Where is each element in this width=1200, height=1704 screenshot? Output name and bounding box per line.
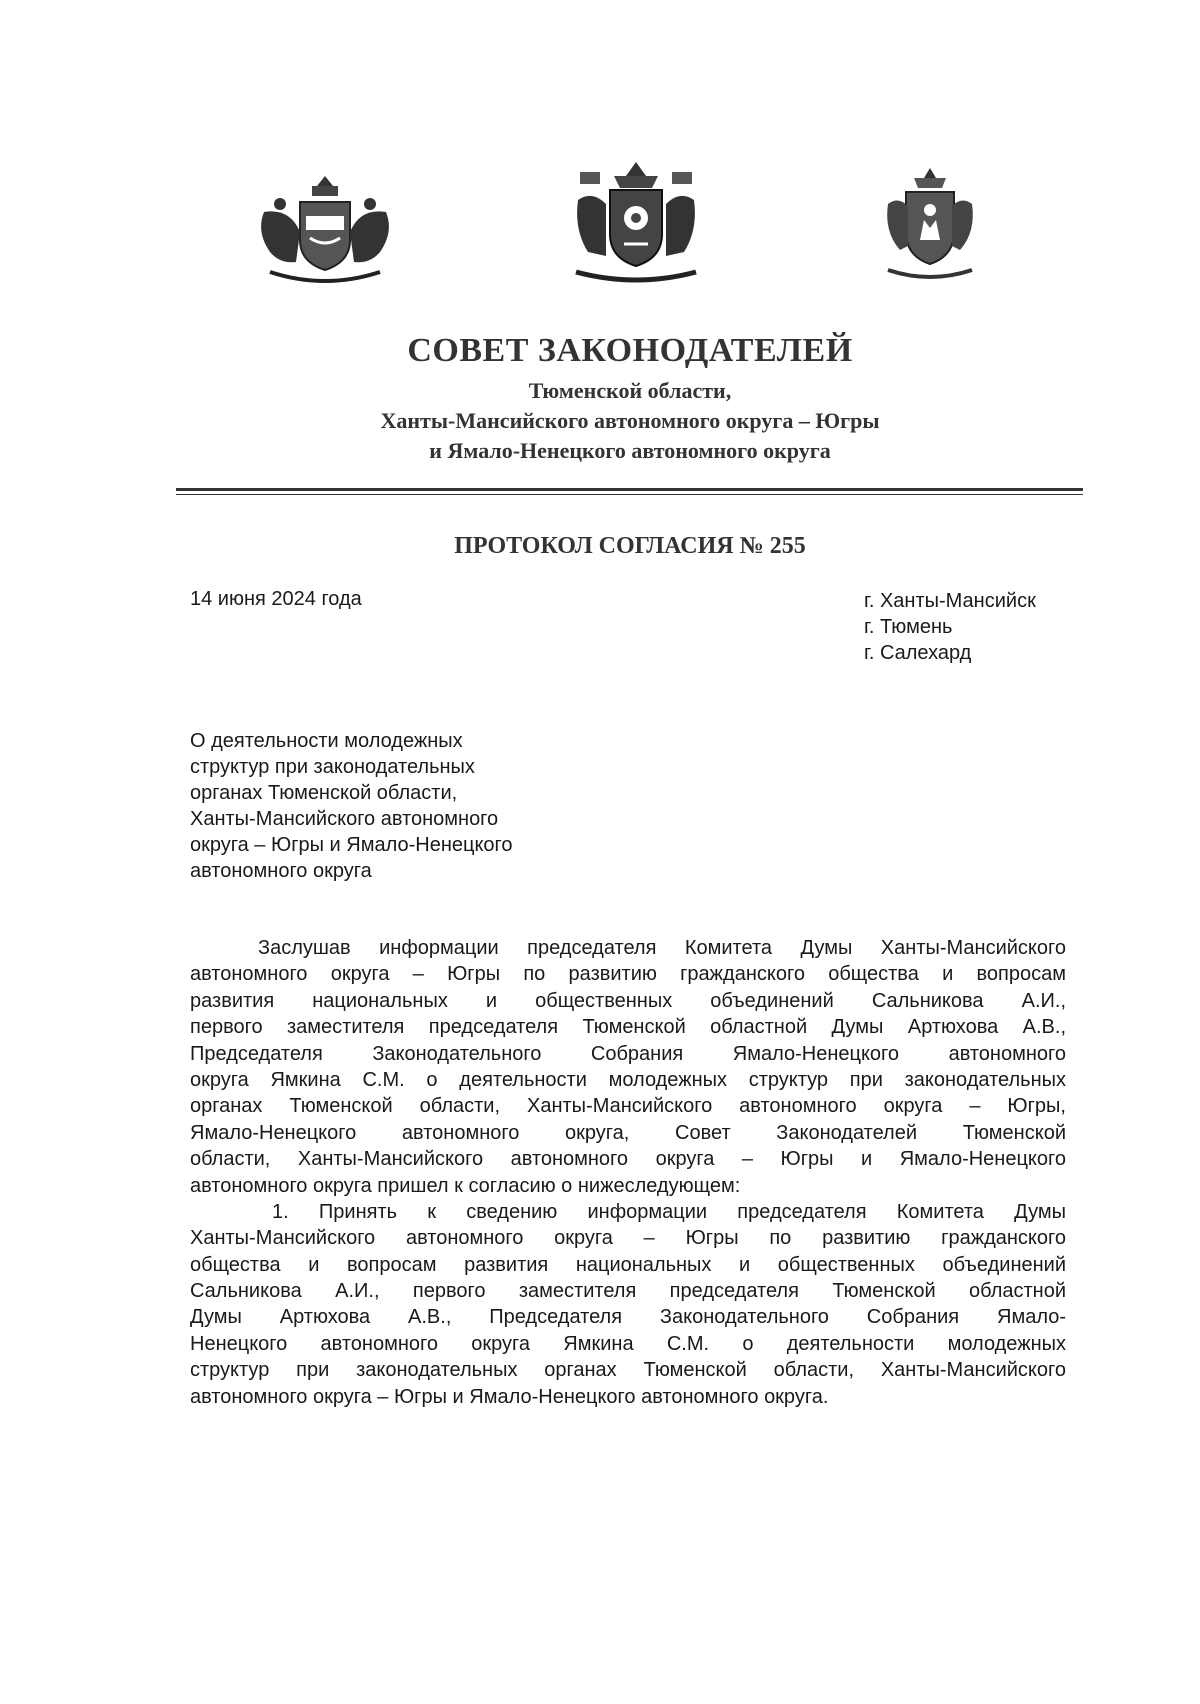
city-item: г. Ханты-Мансийск [864,590,1036,612]
document-body [190,935,1066,1410]
body-line: органах Тюменской области, Ханты-Мансийского автономного округа – Югры, [190,1095,1066,1118]
body-line: автономного округа пришел к согласию о нижеследующем: [190,1174,741,1197]
body-line: Председателя Законодательного Собрания Ямало-Ненецкого автономного [190,1042,1066,1065]
header-divider-thick [176,488,1083,491]
subject-line: структур при законодательных [190,756,475,778]
yanao-coat-of-arms-icon [880,166,980,284]
body-line: автономного округа – Югры и Ямало-Ненецкого автономного округа. [190,1385,829,1408]
cities-list [864,588,1036,666]
protocol-title: ПРОТОКОЛ СОГЛАСИЯ № 255 [454,533,806,559]
emblems-row [0,160,1200,300]
body-line: области, Ханты-Мансийского автономного округа – Югры и Ямало-Ненецкого [190,1148,1066,1171]
khmao-coat-of-arms-icon [566,160,706,288]
subject-line: автономного округа [190,860,372,882]
body-line: Ямало-Ненецкого автономного округа, Совет Законодателей Тюменской [190,1121,1066,1144]
council-subtitle-line: Ханты-Мансийского автономного округа – Югры [380,408,880,433]
subject-line: Ханты-Мансийского автономного [190,808,499,830]
body-line: Ненецкого автономного округа Ямкина С.М. о деятельности молодежных [190,1332,1066,1355]
council-title: СОВЕТ ЗАКОНОДАТЕЛЕЙ [407,332,853,369]
body-line: Сальникова А.И., первого заместителя председателя Тюменской областной [190,1280,1066,1303]
body-line: округа Ямкина С.М. о деятельности молодежных структур при законодательных [190,1068,1066,1091]
header-divider-thin [176,494,1083,495]
body-line: Заслушав информации председателя Комитета Думы Ханты-Мансийского [258,937,1066,959]
city-item: г. Салехард [864,642,972,664]
council-subtitle-line: Тюменской области, [528,378,732,403]
subject-line: О деятельности молодежных [190,730,463,752]
subject-line: округа – Югры и Ямало-Ненецкого [190,834,513,856]
document-date: 14 июня 2024 года [190,588,362,610]
body-line: 1. Принять к сведению информации председателя Комитета Думы [272,1200,1066,1223]
body-line: общества и вопросам развития национальных и общественных объединений [190,1253,1066,1276]
subject-line: органах Тюменской области, [190,782,458,804]
body-line: автономного округа – Югры по развитию гражданского общества и вопросам [190,963,1066,986]
document-subject [190,728,513,884]
body-line: Ханты-Мансийского автономного округа – Югры по развитию гражданского [190,1227,1066,1250]
body-line: Думы Артюхова А.В., Председателя Законодательного Собрания Ямало- [190,1306,1066,1329]
city-item: г. Тюмень [864,616,953,638]
body-line: развития национальных и общественных объединений Сальникова А.И., [190,989,1066,1012]
body-line: структур при законодательных органах Тюменской области, Ханты-Мансийского [190,1359,1066,1382]
body-line: первого заместителя председателя Тюменской областной Думы Артюхова А.В., [190,1016,1066,1039]
tyumen-coat-of-arms-icon [250,172,400,292]
council-subtitle-line: и Ямало-Ненецкого автономного округа [429,438,831,463]
